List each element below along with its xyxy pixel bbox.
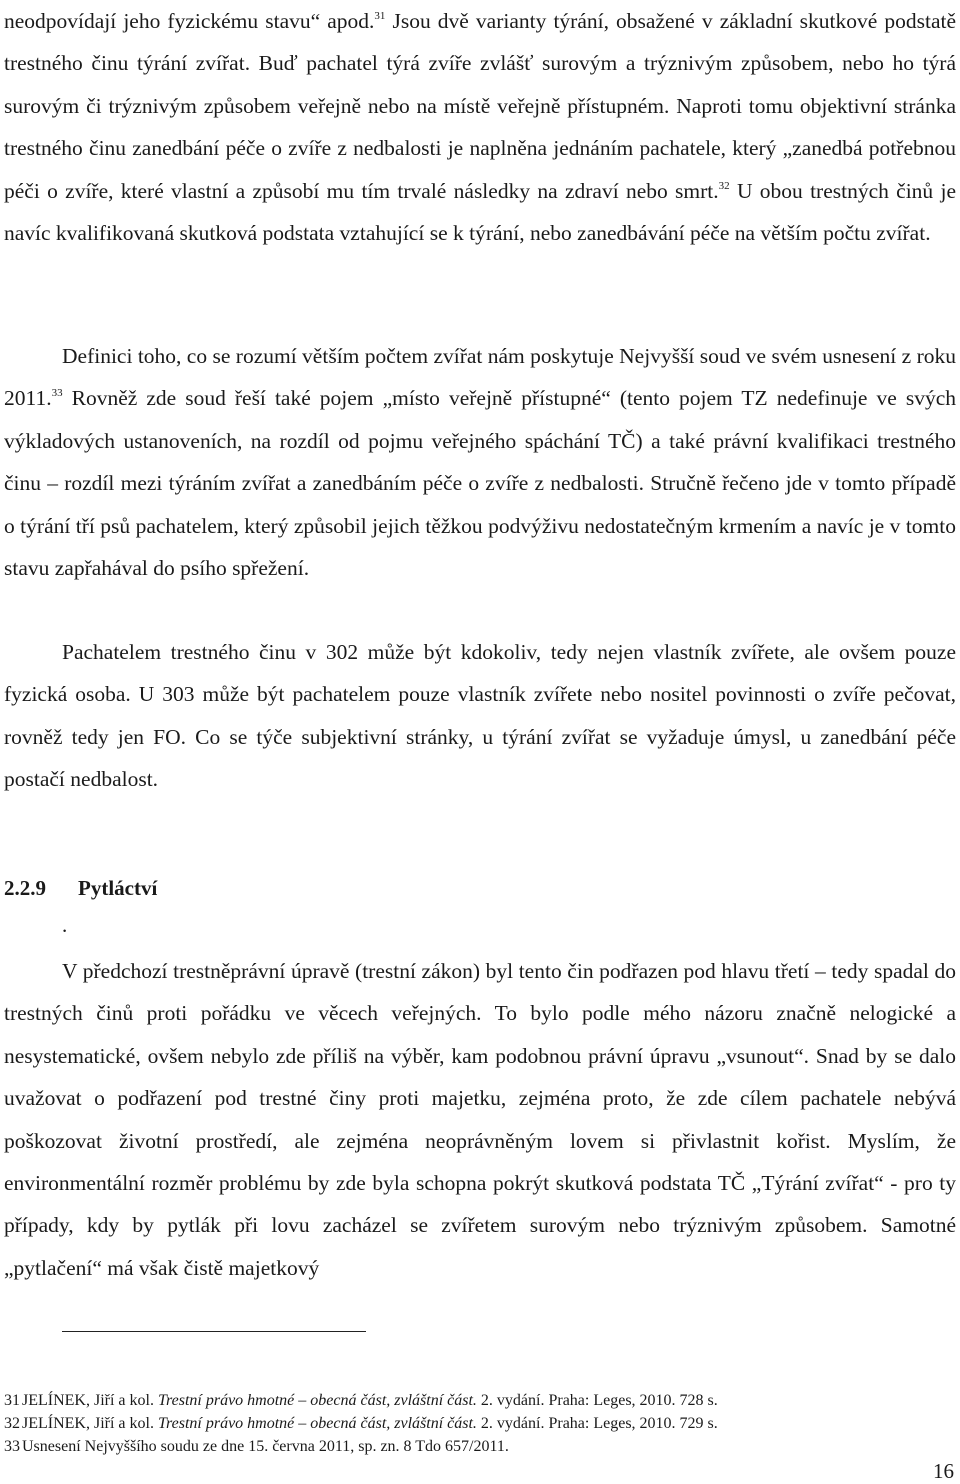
paragraph-2-text-b: Rovněž zde soud řeší také pojem „místo veřejně přístupné“ (tento pojem TZ nedefinuje ve svých výkladových ustanoveních, na rozdíl od pojmu veřejného spáchání TČ) a také právní kvalifikaci trestného činu – rozdíl mezi týráním zvířat a zanedbáním péče o zvíře z nedbalosti. Stručně řečeno jde v tomto případě o týrání tří psů pachatelem, který způsobil jejich těžkou podvýživu nedostatečným krmením a navíc je v tomto stavu zapřahával do psího spřežení. — [4, 386, 956, 581]
footnote-details: 2. vydání. Praha: Leges, 2010. 729 s. — [476, 1415, 718, 1432]
page-number: 16 — [933, 1459, 954, 1483]
paragraph-3: Pachatelem trestného činu v 302 může být kdokoliv, tedy nejen vlastník zvířete, ale ovšem pouze fyzická osoba. U 303 může být pachatelem pouze vlastník zvířete nebo nositel povinnosti o zvíře pečovat, rovněž tedy jen FO. Co se týče subjektivní stránky, u týrání zvířat se vyžaduje úmysl, u zanedbání péče postačí nedbalost. — [4, 640, 956, 792]
footnote-book-title: Trestní právo hmotné – obecná část, zvláštní část. — [157, 1415, 477, 1432]
footnote-mark: 32 — [4, 1415, 20, 1432]
stray-dot: . — [62, 913, 68, 937]
footnote-author: JELÍNEK, Jiří a kol. — [22, 1415, 158, 1432]
section-heading — [4, 870, 157, 906]
footnote-mark: 31 — [4, 1392, 20, 1409]
footnote-ref-33[interactable]: 33 — [51, 387, 63, 400]
section-title: Pytláctví — [78, 876, 158, 900]
paragraph-2 — [4, 335, 956, 589]
paragraph-1-text-b: Jsou dvě varianty týrání, obsažené v základní skutkové podstatě trestného činu týrání zvířat. Buď pachatel týrá zvíře zvlášť surovým a trýznivým způsobem, nebo ho týrá surovým či trýznivým způsobem veřejně nebo na místě veřejně přístupném. Naproti tomu objektivní stránka trestného činu zanedbání péče o zvíře z nedbalosti je naplněna jednáním pachatele, který „zanedbá potřebnou péči o zvíře, které vlastní a způsobí mu tím trvalé následky na zdraví nebo smrt. — [4, 9, 957, 203]
footnote-text: Usnesení Nejvyššího soudu ze dne 15. června 2011, sp. zn. 8 Tdo 657/2011. — [22, 1438, 509, 1455]
paragraph-1 — [4, 0, 956, 254]
footnote-author: JELÍNEK, Jiří a kol. — [22, 1392, 158, 1409]
paragraph-1-text-c: U obou trestných činů je navíc kvalifikovaná skutková podstata vztahující se k týrání, nebo zanedbávání péče na větším počtu zvířat. — [4, 178, 956, 246]
footnote-ref-32[interactable]: 32 — [718, 179, 730, 192]
paragraph-4: V předchozí trestněprávní úpravě (trestní zákon) byl tento čin podřazen pod hlavu třetí – tedy spadal do trestných činů proti pořádku ve věcech veřejných. To bylo podle mého názoru značně nelogické a nesystematické, ovšem nebylo zde příliš na výběr, kam podobnou právní úpravu „vsunout“. Snad by se dalo uvažovat o podřazení pod trestné činy proti majetku, zejména proto, že zde cílem pachatele nebývá poškozovat životní prostředí, ale zejména neoprávněným lovem si přivlastnit kořist. Myslím, že environmentální rozměr problému by zde byla schopna pokrýt skutková podstata TČ „Týrání zvířat“ - pro ty případy, kdy by pytlák při lovu zacházel se zvířetem surovým nebo trýznivým způsobem. Samotné „pytlačení“ má však čistě majetkový — [4, 959, 956, 1280]
paragraph-1-text-a: neodpovídají jeho fyzickému stavu“ apod. — [4, 9, 375, 33]
footnote-33 — [4, 1436, 509, 1458]
footnote-details: 2. vydání. Praha: Leges, 2010. 728 s. — [476, 1392, 718, 1409]
footnote-31 — [4, 1390, 718, 1412]
paragraph-2-text-a: Definici toho, co se rozumí větším počtem zvířat nám poskytuje Nejvyšší soud ve svém usnesení z roku 2011. — [4, 344, 956, 411]
footnote-book-title: Trestní právo hmotné – obecná část, zvláštní část. — [157, 1392, 477, 1409]
section-number: 2.2.9 — [4, 876, 46, 900]
footnote-32 — [4, 1413, 718, 1435]
footnote-separator — [62, 1331, 366, 1332]
footnote-ref-31[interactable]: 31 — [374, 10, 386, 22]
footnote-mark: 33 — [4, 1438, 20, 1455]
